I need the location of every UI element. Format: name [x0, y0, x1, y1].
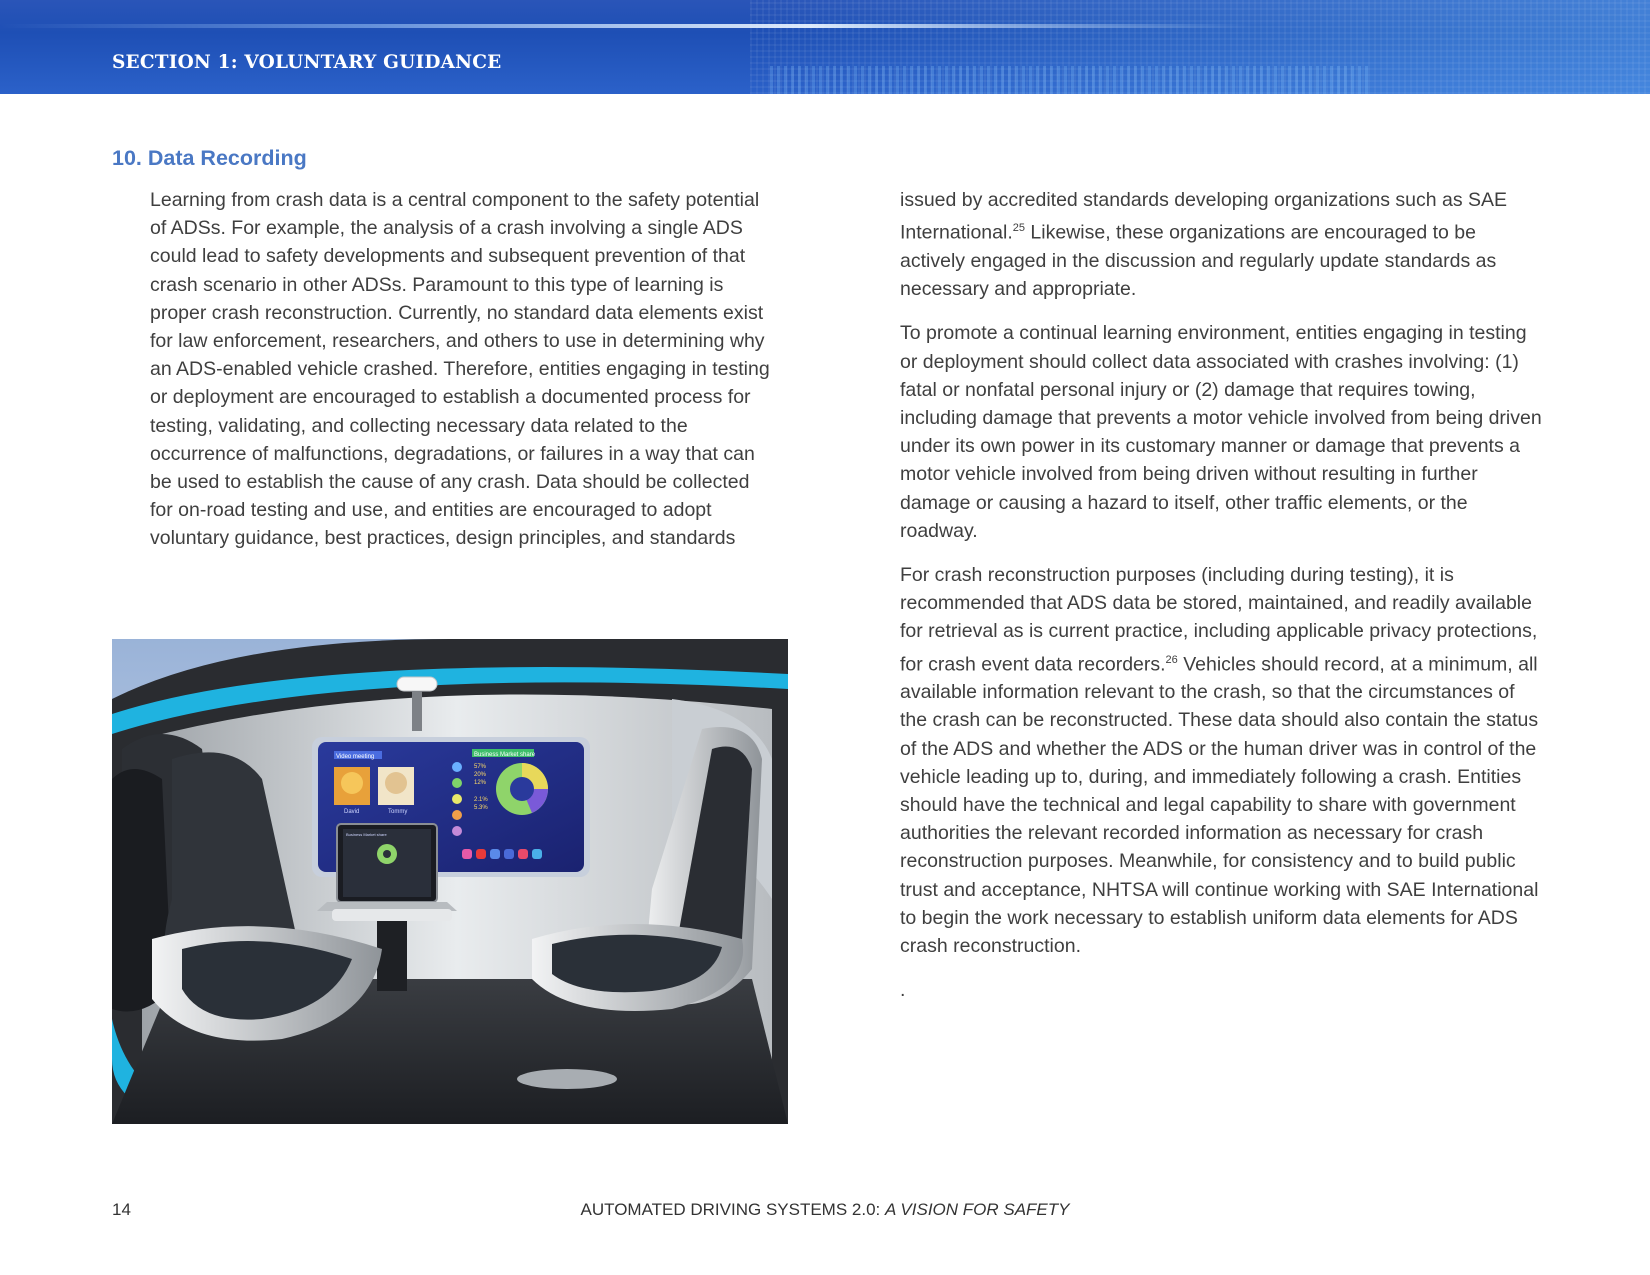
svg-text:2.1%: 2.1% — [474, 797, 488, 803]
svg-text:5.3%: 5.3% — [474, 805, 488, 811]
person-1-name: David — [344, 809, 360, 815]
section-heading: 10. Data Recording — [112, 146, 307, 170]
left-paragraph: Learning from crash data is a central component to the safety potential of ADSs. For example, the analysis of a crash involving a single ADS could lead to safety developments and subsequent prevention of that crash scenario in other ADSs. Paramount to this type of learning is proper crash reconstruction. Currently, no standard data elements exist for law enforcement, researchers, and others to use in determining why an ADS-enabled vehicle crashed. Therefore, entities engaging in testing or deployment are encouraged to establish a documented process for testing, validating, and collecting necessary data related to the occurrence of malfunctions, degradations, or failures in a way that can be used to establish the cause of any crash. Data should be collected for on-road testing and use, and entities are encouraged to adopt voluntary guidance, best practices, design principles, and standards — [150, 189, 770, 550]
header-texture-lower — [770, 66, 1370, 94]
laptop — [317, 824, 457, 911]
header-band — [0, 0, 1650, 94]
document-title: AUTOMATED DRIVING SYSTEMS 2.0: A VISION FOR SAFETY — [580, 1200, 1070, 1219]
screen-left-label: Video meeting — [336, 754, 375, 760]
autonomous-car-interior-photo — [112, 639, 788, 1124]
page-number: 14 — [112, 1200, 131, 1219]
right-paragraph-2: To promote a continual learning environment, entities engaging in testing or deployment should collect data associated with crashes involving: (1) fatal or nonfatal personal injury or (2) damage that requires towing, including damage that prevents a motor vehicle involved from being driven under its own power in its customary manner or damage that prevents a motor vehicle involved from being driven without resulting in further damage or causing a hazard to itself, other traffic elements, or the roadway. — [900, 322, 1542, 542]
svg-text:Business Market share: Business Market share — [346, 832, 387, 837]
svg-text:20%: 20% — [474, 772, 487, 778]
right-paragraph-4: . — [900, 979, 906, 1002]
footnote-marker-25[interactable]: 25 — [1012, 222, 1025, 235]
footnote-marker-26[interactable]: 26 — [1165, 653, 1178, 666]
svg-text:57%: 57% — [474, 764, 487, 770]
right-column — [900, 186, 1545, 1020]
svg-text:12%: 12% — [474, 780, 487, 786]
screen-right-label: Business Market share — [474, 752, 536, 758]
section-header-title: SECTION 1: VOLUNTARY GUIDANCE — [112, 52, 502, 73]
right-paragraph-3: For crash reconstruction purposes (including during testing), it is recommended that ADS data be stored, maintained, and readily available for retrieval as is current practice, including applicable privacy protections, for crash event data recorders.$^{26}$ Vehicles should record, at a minimum, all available information relevant to the crash, so that the circumstances of the crash can be reconstructed. These data should also contain the status of the ADS and whether the ADS or the human driver was in control of the vehicle leading up to, during, and immediately following a crash. Entities should have the technical and legal capability to share with government authorities the relevant recorded information as necessary for crash reconstruction purposes. Meanwhile, for consistency and to build public trust and acceptance, NHTSA will continue working with SAE International to begin the work necessary to establish uniform data elements for ADS crash reconstruction. — [900, 563, 1539, 958]
left-column — [150, 186, 775, 553]
person-2-name: Tommy — [388, 809, 408, 815]
right-paragraph-1: issued by accredited standards developing organizations such as SAE International.$^{25}$ Likewise, these organizations are encouraged to be actively engaged in the discussion and regularly update standards as necessary and appropriate. — [900, 189, 1508, 301]
